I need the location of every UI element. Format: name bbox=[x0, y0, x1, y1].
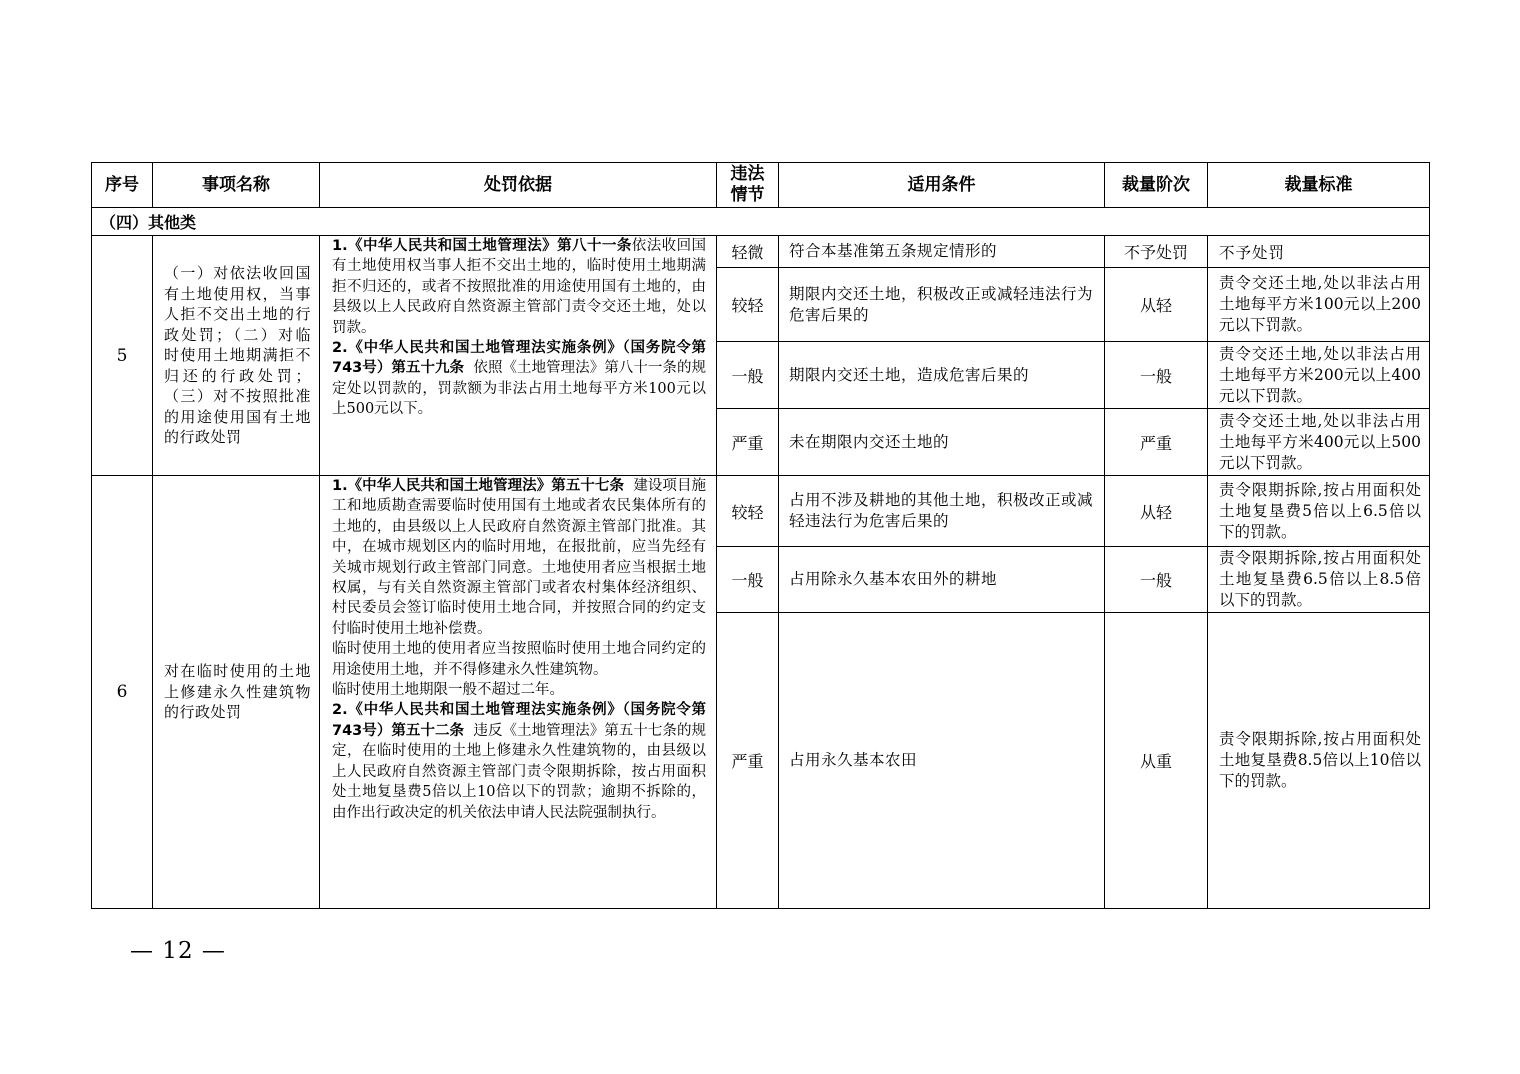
tier-condition: 未在期限内交还土地的 bbox=[779, 409, 1105, 476]
tier-level: 从轻 bbox=[1105, 476, 1208, 547]
tier-condition: 占用除永久基本农田外的耕地 bbox=[779, 547, 1105, 613]
basis-text: 临时使用土地期限一般不超过二年。 bbox=[332, 682, 564, 699]
basis-text: 违反《土地管理法》第五十七条的规定，在临时使用的土地上修建永久性建筑物的，由县级以上人民政府自然资源主管部门责令限期拆除，按占用面积处土地复垦费5倍以上10倍以下的罚款；逾期不拆除的，由作出行政决定的机关依法申请人民法院强制执行。 bbox=[332, 722, 707, 821]
basis-text: 建设项目施工和地质勘查需要临时使用国有土地或者农民集体所有的土地的，由县级以上人民政府自然资源主管部门批准。其中，在城市规划区内的临时用地，在报批前，应当先经有关城市规划行政主管部门同意。土地使用者应当根据土地权属，与有关自然资源主管部门或者农村集体经济组织、村民委员会签订临时使用土地合同，并按照合同的约定支付临时使用土地补偿费。 bbox=[332, 478, 706, 637]
tier-circumstance: 严重 bbox=[717, 613, 779, 909]
basis-text: 依照《土地管理法》第八十一条的规定处以罚款的，罚款额为非法占用土地每平方米100元以上500元以下。 bbox=[332, 360, 707, 418]
tier-circumstance: 较轻 bbox=[717, 476, 779, 547]
tier-condition: 期限内交还土地，造成危害后果的 bbox=[779, 342, 1105, 409]
tier-standard: 责令交还土地,处以非法占用土地每平方米400元以上500元以下罚款。 bbox=[1208, 409, 1430, 476]
tier-level: 一般 bbox=[1105, 547, 1208, 613]
table-row bbox=[92, 476, 1430, 547]
tier-condition: 符合本基准第五条规定情形的 bbox=[779, 236, 1105, 268]
tier-standard: 不予处罚 bbox=[1208, 236, 1430, 268]
tier-circumstance: 一般 bbox=[717, 547, 779, 613]
basis-title: 2.《中华人民共和国土地管理法实施条例》（国务院令第743号）第五十二条 bbox=[332, 702, 706, 739]
header-basis: 处罚依据 bbox=[320, 163, 717, 208]
tier-level: 一般 bbox=[1105, 342, 1208, 409]
header-level: 裁量阶次 bbox=[1105, 163, 1208, 208]
tier-level: 严重 bbox=[1105, 409, 1208, 476]
row-basis bbox=[320, 236, 717, 476]
tier-circumstance: 轻微 bbox=[717, 236, 779, 268]
header-circumstance: 违法情节 bbox=[717, 163, 779, 208]
header-seq: 序号 bbox=[92, 163, 153, 208]
tier-circumstance: 严重 bbox=[717, 409, 779, 476]
penalty-discretion-table bbox=[91, 162, 1430, 909]
tier-circumstance: 一般 bbox=[717, 342, 779, 409]
category-row bbox=[92, 208, 1430, 236]
category-label: （四）其他类 bbox=[92, 208, 1430, 236]
tier-level: 从重 bbox=[1105, 613, 1208, 909]
tier-standard: 责令限期拆除,按占用面积处土地复垦费5倍以上6.5倍以下的罚款。 bbox=[1208, 476, 1430, 547]
basis-text: 临时使用土地的使用者应当按照临时使用土地合同约定的用途使用土地，并不得修建永久性建筑物。 bbox=[332, 641, 706, 678]
tier-standard: 责令交还土地,处以非法占用土地每平方米200元以上400元以下罚款。 bbox=[1208, 342, 1430, 409]
row-seq: 6 bbox=[92, 476, 153, 909]
row-item-name: （一）对依法收回国有土地使用权，当事人拒不交出土地的行政处罚；（二）对临时使用土地期满拒不归还的行政处罚；（三）对不按照批准的用途使用国有土地的行政处罚 bbox=[153, 236, 320, 476]
tier-condition: 占用不涉及耕地的其他土地，积极改正或减轻违法行为危害后果的 bbox=[779, 476, 1105, 547]
basis-title: 1.《中华人民共和国土地管理法》第五十七条 bbox=[332, 478, 624, 494]
tier-level: 从轻 bbox=[1105, 268, 1208, 342]
basis-text: 依法收回国有土地使用权当事人拒不交出土地的，临时使用土地期满拒不归还的，或者不按照批准的用途使用国有土地的，由县级以上人民政府自然资源主管部门责令交还土地，处以罚款。 bbox=[332, 238, 706, 336]
table-row bbox=[92, 236, 1430, 268]
header-row bbox=[92, 163, 1430, 208]
basis-title: 2.《中华人民共和国土地管理法实施条例》（国务院令第743号）第五十九条 bbox=[332, 340, 706, 377]
row-basis bbox=[320, 476, 717, 909]
tier-level: 不予处罚 bbox=[1105, 236, 1208, 268]
tier-condition: 占用永久基本农田 bbox=[779, 613, 1105, 909]
tier-standard: 责令限期拆除,按占用面积处土地复垦费8.5倍以上10倍以下的罚款。 bbox=[1208, 613, 1430, 909]
row-seq: 5 bbox=[92, 236, 153, 476]
header-standard: 裁量标准 bbox=[1208, 163, 1430, 208]
tier-circumstance: 较轻 bbox=[717, 268, 779, 342]
header-item-name: 事项名称 bbox=[153, 163, 320, 208]
tier-standard: 责令限期拆除,按占用面积处土地复垦费6.5倍以上8.5倍以下的罚款。 bbox=[1208, 547, 1430, 613]
header-condition: 适用条件 bbox=[779, 163, 1105, 208]
tier-standard: 责令交还土地,处以非法占用土地每平方米100元以上200元以下罚款。 bbox=[1208, 268, 1430, 342]
row-item-name: 对在临时使用的土地上修建永久性建筑物的行政处罚 bbox=[153, 476, 320, 909]
page-number: — 12 — bbox=[130, 938, 226, 964]
tier-condition: 期限内交还土地，积极改正或减轻违法行为危害后果的 bbox=[779, 268, 1105, 342]
basis-title: 1.《中华人民共和国土地管理法》第八十一条 bbox=[332, 238, 632, 254]
